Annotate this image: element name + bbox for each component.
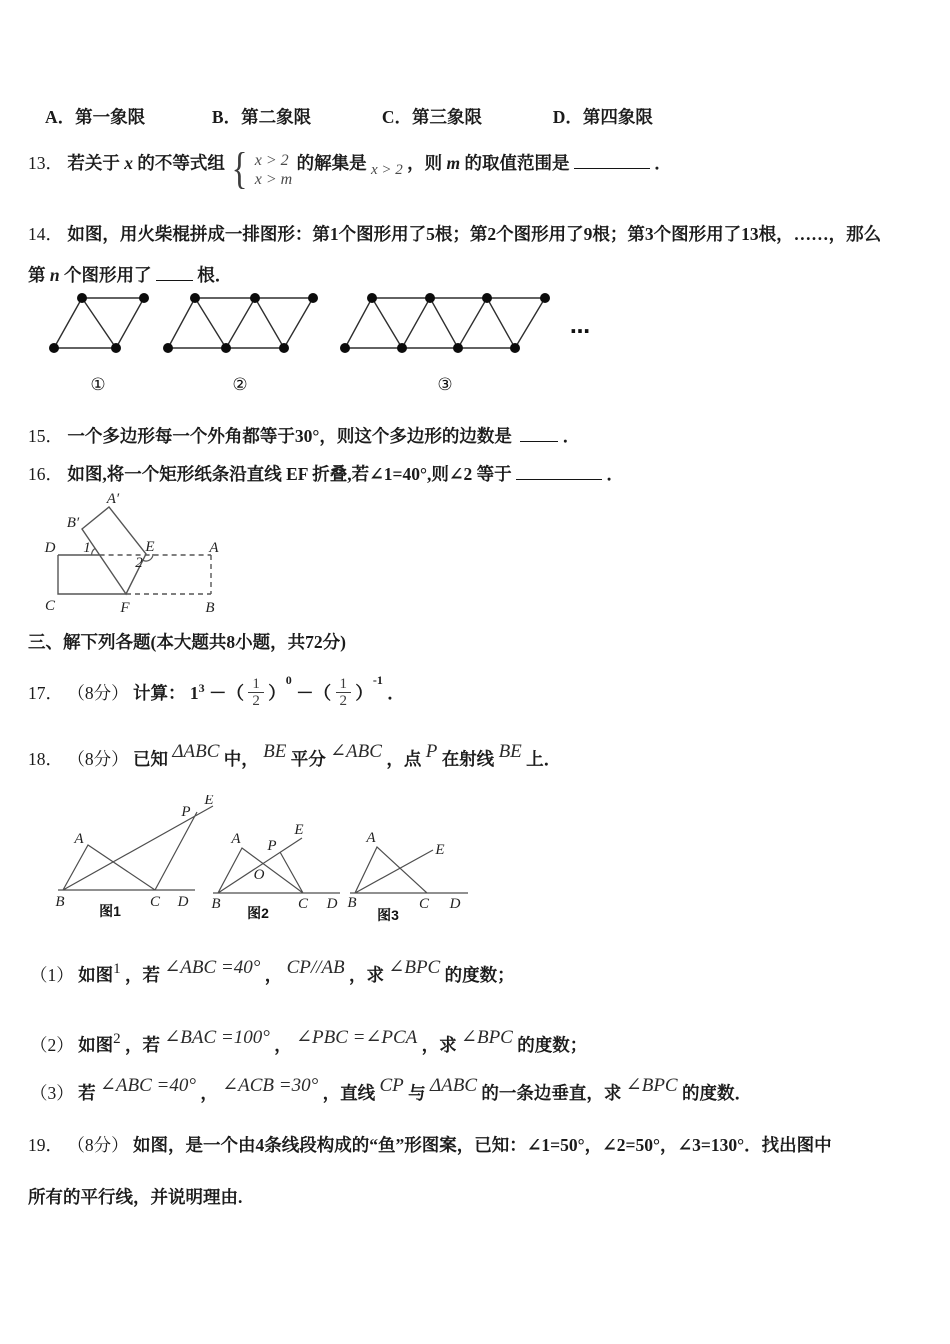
vertex-label-a: A <box>366 830 376 846</box>
fraction-denominator: 2 <box>252 693 260 709</box>
question-19-line1 <box>28 1130 832 1160</box>
fraction-numerator: 1 <box>248 676 264 693</box>
matchsticks <box>54 298 144 348</box>
sub-question-2-number: （2） <box>30 1035 74 1055</box>
question-19-score: （8分） <box>67 1135 129 1155</box>
math-angle-bac-100: ∠BAC =100° <box>164 1027 270 1048</box>
matchstick-figure-3 <box>340 293 550 395</box>
dot <box>111 343 121 353</box>
vertex-label-a: A <box>209 540 219 556</box>
figure-3-label: ③ <box>437 375 453 395</box>
var-n: n <box>49 265 60 285</box>
answer-blank <box>574 147 650 169</box>
math-angle-pbc-pca: ∠PBC =∠PCA <box>296 1027 418 1048</box>
minus-paren: －（ <box>209 683 244 703</box>
angle-1-label: 1 <box>83 540 91 556</box>
solution-set: x > 2 <box>370 162 403 178</box>
matchstick-figures <box>0 284 650 396</box>
exponent-3: 3 <box>198 681 205 695</box>
vertex-label-b: B <box>205 600 215 616</box>
math-triangle-abc: ΔABC <box>172 741 220 762</box>
vertex-label-d: D <box>44 540 56 556</box>
vertex-label-d: D <box>449 896 461 912</box>
figure-3-lines <box>350 847 468 893</box>
vertex-label-e: E <box>145 539 155 555</box>
dot <box>482 293 492 303</box>
math-angle-abc-40: ∠ABC =40° <box>164 957 261 978</box>
question-13-text: ，则 <box>407 153 443 173</box>
exponent-0: 0 <box>285 673 292 687</box>
close-paren: ） <box>355 683 373 703</box>
sub-question-3-text: 的一条边垂直，求 <box>481 1083 622 1103</box>
vertex-label-d: D <box>177 894 189 910</box>
base-1: 1 <box>189 683 199 703</box>
math-triangle-abc: ΔABC <box>430 1075 478 1096</box>
figure-1-caption: 图1 <box>99 903 121 919</box>
question-14-number: 14． <box>28 224 63 244</box>
point-label-e: E <box>204 795 214 808</box>
question-19-text: 所有的平行线，并说明理由. <box>28 1187 243 1207</box>
close-paren: ） <box>268 683 286 703</box>
triangle-figure-2 <box>211 822 340 921</box>
matchstick-figure-2 <box>163 293 318 395</box>
sub-question-2-text: ，求 <box>421 1035 457 1055</box>
dot <box>340 343 350 353</box>
vertex-label-d: D <box>326 896 338 912</box>
sub-question-3-text: 若 <box>78 1083 96 1103</box>
option-a: A．第一象限 <box>45 107 146 127</box>
question-18-text: 平分 <box>290 749 326 769</box>
question-15-text: ． <box>562 426 581 446</box>
point-label-p: P <box>267 838 277 854</box>
sub-question-1-text: 如图 <box>78 965 114 985</box>
question-18 <box>28 732 561 779</box>
sub-question-2-text: ，若 <box>125 1035 160 1055</box>
dot <box>425 293 435 303</box>
question-13-text: 若关于 <box>67 153 120 173</box>
vertex-label-b: B <box>55 894 65 910</box>
dot <box>139 293 149 303</box>
inequality-bottom: x > m <box>254 171 293 188</box>
figure-1-label: ① <box>90 375 106 395</box>
sub-question-2-text: 的度数； <box>517 1035 588 1055</box>
dot <box>308 293 318 303</box>
figure-3-caption: 图3 <box>377 907 399 923</box>
sub-question-3-number: （3） <box>30 1083 74 1103</box>
math-be: BE <box>498 741 522 762</box>
math-angle-abc-40: ∠ABC =40° <box>100 1075 196 1096</box>
math-angle-bpc: ∠BPC <box>461 1027 513 1048</box>
fold-figure <box>38 488 230 618</box>
math-angle-abc: ∠ABC <box>330 741 382 762</box>
point-label-o: O <box>253 867 265 883</box>
vertex-label-b: B <box>211 896 221 912</box>
dot <box>49 343 59 353</box>
vertex-label-c: C <box>149 894 161 910</box>
figure-ref-2: 2 <box>113 1031 121 1047</box>
question-14-line1 <box>28 219 881 249</box>
sub-question-2-text: 如图 <box>78 1035 114 1055</box>
answer-blank <box>516 458 602 480</box>
option-b: B．第二象限 <box>211 107 312 127</box>
fraction-denominator: 2 <box>339 693 347 709</box>
question-14-text: 如图，用火柴棍拼成一排图形：第1个图形用了5根；第2个图形用了9根；第3个图形用了13根，……，那么 <box>67 224 882 244</box>
dot <box>397 343 407 353</box>
question-17-text: 计算： <box>133 683 186 703</box>
math-angle-bpc: ∠BPC <box>625 1075 678 1096</box>
question-19-line2 <box>28 1182 242 1212</box>
question-17-score: （8分） <box>67 683 129 703</box>
question-16-text: ． <box>606 464 624 484</box>
sub-question-1-text: 的度数； <box>444 965 515 985</box>
ellipsis: … <box>570 314 590 338</box>
question-18-text: 中， <box>223 749 259 769</box>
math-p: P <box>425 741 438 762</box>
figure-2-label: ② <box>232 375 248 395</box>
exponent-minus-1: -1 <box>372 673 383 687</box>
question-13-number: 13． <box>28 153 63 173</box>
answer-blank <box>520 420 558 442</box>
question-19-number: 19． <box>28 1135 63 1155</box>
point-label-p: P <box>181 804 191 820</box>
choice-options-row <box>45 102 653 132</box>
sub-question-3 <box>30 1068 752 1111</box>
sub-question-3-text: 与 <box>408 1083 426 1103</box>
point-label-e: E <box>294 822 304 838</box>
math-angle-bpc: ∠BPC <box>388 957 441 978</box>
question-15-text: 一个多边形每一个外角都等于30°，则这个多边形的边数是 <box>67 426 512 446</box>
triangle-figure-3 <box>347 830 468 923</box>
vertex-label-a: A <box>74 831 84 847</box>
question-16-text: 如图,将一个矩形纸条沿直线 EF 折叠,若∠1=40°,则∠2 等于 <box>67 464 512 484</box>
sub-question-3-text: 的度数． <box>681 1083 752 1103</box>
dot <box>510 343 520 353</box>
dot <box>77 293 87 303</box>
vertex-label-c: C <box>44 598 56 614</box>
point-label-e: E <box>435 842 445 858</box>
question-14-text: 根． <box>197 265 233 285</box>
sub-question-1 <box>30 950 515 993</box>
sub-question-2-text: ， <box>274 1035 292 1055</box>
question-18-score: （8分） <box>67 749 129 769</box>
dot <box>190 293 200 303</box>
question-18-number: 18． <box>28 749 63 769</box>
system-brace: { <box>231 144 248 193</box>
figure-2-caption: 图2 <box>247 905 269 921</box>
matchstick-figure-1 <box>49 293 149 395</box>
vertex-label-b: B <box>347 895 357 911</box>
dot <box>540 293 550 303</box>
matchsticks <box>345 298 545 348</box>
option-d: D．第四象限 <box>552 107 653 127</box>
fraction-numerator: 1 <box>336 676 352 693</box>
question-14-text: 个图形用了 <box>63 265 152 285</box>
math-angle-acb-30: ∠ACB =30° <box>222 1075 319 1096</box>
dot <box>279 343 289 353</box>
dot <box>453 343 463 353</box>
question-17 <box>28 655 405 718</box>
sub-question-3-text: ， <box>200 1083 218 1103</box>
sub-question-2 <box>30 1020 587 1063</box>
fraction-one-half <box>336 676 352 709</box>
question-13-text: ． <box>654 153 672 173</box>
dot <box>221 343 231 353</box>
question-16-number: 16． <box>28 464 63 484</box>
sub-question-1-text: ， <box>264 965 283 985</box>
math-cp: CP <box>379 1075 404 1096</box>
fraction-one-half <box>248 676 264 709</box>
figure-ref-1: 1 <box>113 961 121 977</box>
vertex-label-b-prime: B′ <box>66 515 80 531</box>
question-18-text: 在射线 <box>441 749 495 769</box>
math-be: BE <box>263 741 287 762</box>
minus-paren: －（ <box>296 683 332 703</box>
question-13 <box>28 137 672 196</box>
dashed-edges <box>100 555 211 594</box>
dot <box>367 293 377 303</box>
question-16 <box>28 458 624 489</box>
sub-question-3-text: ，直线 <box>322 1083 376 1103</box>
angle-1-arc <box>92 548 96 555</box>
question-13-text: 的取值范围是 <box>464 153 570 173</box>
question-14-text: 第 <box>28 265 46 285</box>
question-19-text: 如图，是一个由4条线段构成的“鱼”形图案，已知：∠1=50°，∠2=50°，∠3=130°．找出图中 <box>133 1135 832 1155</box>
question-13-text: 的不等式组 <box>137 153 225 173</box>
var-x: x <box>124 153 133 173</box>
vertex-label-c: C <box>297 896 309 912</box>
angle-2-label: 2 <box>135 555 143 571</box>
inequality-system <box>255 151 292 189</box>
sub-question-1-text: ，若 <box>125 965 160 985</box>
option-c: C．第三象限 <box>381 107 482 127</box>
var-m: m <box>446 153 461 173</box>
vertex-label-c: C <box>418 896 430 912</box>
triangle-figures <box>40 795 470 923</box>
vertex-label-f: F <box>120 600 130 616</box>
dot <box>250 293 260 303</box>
question-18-text: 上． <box>526 749 562 769</box>
inequality-top: x > 2 <box>254 152 289 169</box>
question-15-number: 15． <box>28 426 63 446</box>
sub-question-1-number: （1） <box>30 965 74 985</box>
question-18-text: ，点 <box>386 749 422 769</box>
question-13-text: 的解集是 <box>296 153 367 173</box>
triangle-figure-1 <box>55 795 213 919</box>
answer-blank <box>156 259 193 281</box>
sub-question-1-text: ，求 <box>349 965 385 985</box>
math-cp-parallel-ab: CP//AB <box>286 957 345 978</box>
section-3-heading <box>28 627 346 657</box>
question-17-number: 17． <box>28 683 63 703</box>
question-18-text: 已知 <box>133 749 168 769</box>
question-17-text: ． <box>387 683 405 703</box>
question-15 <box>28 420 580 451</box>
vertex-label-a-prime: A′ <box>106 491 120 507</box>
vertex-label-a: A <box>231 831 241 847</box>
section-3-heading-text: 三、解下列各题(本大题共8小题，共72分) <box>28 632 346 652</box>
matchsticks <box>168 298 313 348</box>
dot <box>163 343 173 353</box>
